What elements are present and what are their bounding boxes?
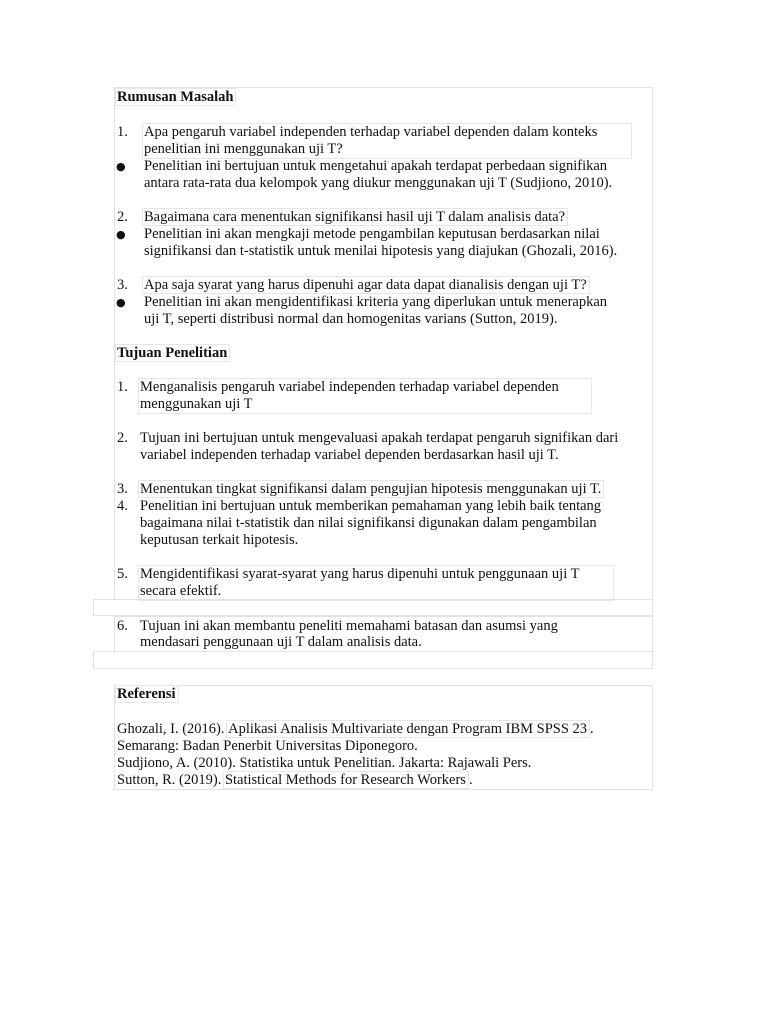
tujuan-item-5-number: 5.: [117, 566, 128, 582]
tujuan-item-2-number: 2.: [117, 430, 128, 446]
referensi-entry-2: Semarang: Badan Penerbit Universitas Diponegoro.: [117, 738, 418, 754]
rumusan-item-1-number: 1.: [117, 124, 128, 140]
referensi-entry-1-title: Aplikasi Analisis Multivariate dengan Program IBM SPSS 23: [226, 720, 590, 738]
tujuan-item-4-number: 4.: [117, 498, 128, 514]
tujuan-item-6-line-2: mendasari penggunaan uji T dalam analisis data.: [140, 634, 422, 650]
rumusan-item-3-number: 3.: [117, 277, 128, 293]
rumusan-item-1-question-line-1: Apa pengaruh variabel independen terhadap variabel dependen dalam konteks: [144, 124, 598, 140]
rumusan-item-3-question-line-1: Apa saja syarat yang harus dipenuhi agar data dapat dianalisis dengan uji T?: [144, 277, 590, 294]
rumusan-item-2-answer-line-2: signifikansi dan t-statistik untuk menilai hipotesis yang diajukan (Ghozali, 2016).: [144, 243, 618, 259]
tujuan-item-4-line-3: keputusan terkait hipotesis.: [140, 532, 299, 548]
rumusan-item-3-bullet: ●: [116, 296, 126, 309]
tujuan-item-2-line-2: variabel independen terhadap variabel dependen berdasarkan hasil uji T.: [140, 447, 559, 463]
tujuan-item-3-line-1: Menentukan tingkat signifikansi dalam pengujian hipotesis menggunakan uji T.: [140, 481, 604, 498]
rumusan-heading: [117, 89, 236, 106]
tujuan-item-2-line-1: Tujuan ini bertujuan untuk mengevaluasi apakah terdapat pengaruh signifikan dari: [140, 430, 619, 446]
referensi-heading: [117, 686, 179, 703]
tujuan-item-3-number: 3.: [117, 481, 128, 497]
rumusan-heading-text: Rumusan Masalah: [115, 88, 236, 106]
empty-row-2: [93, 651, 653, 669]
referensi-entry-3: Sudjiono, A. (2010). Statistika untuk Penelitian. Jakarta: Rajawali Pers.: [117, 755, 532, 771]
tujuan-heading-text: Tujuan Penelitian: [115, 344, 230, 362]
referensi-entry-1: Ghozali, I. (2016). Aplikasi Analisis Multivariate dengan Program IBM SPSS 23 .: [117, 721, 594, 737]
referensi-entry-4-title: Statistical Methods for Research Workers: [223, 771, 469, 789]
tujuan-item-5-line-1: Mengidentifikasi syarat-syarat yang harus dipenuhi untuk penggunaan uji T: [140, 566, 580, 582]
tujuan-item-4-line-2: bagaimana nilai t-statistik dan nilai signifikansi digunakan dalam pengambilan: [140, 515, 597, 531]
rumusan-item-2-answer-line-1: Penelitian ini akan mengkaji metode pengambilan keputusan berdasarkan nilai: [144, 226, 600, 242]
referensi-heading-text: Referensi: [115, 685, 179, 703]
tujuan-item-1-line-1: Menganalisis pengaruh variabel independen terhadap variabel dependen: [140, 379, 559, 395]
rumusan-item-2-number: 2.: [117, 209, 128, 225]
rumusan-item-2-bullet: ●: [116, 228, 126, 241]
tujuan-item-1-number: 1.: [117, 379, 128, 395]
rumusan-item-2-question-line-1: Bagaimana cara menentukan signifikansi hasil uji T dalam analisis data?: [144, 209, 568, 226]
rumusan-item-1-bullet: ●: [116, 160, 126, 173]
rumusan-item-3-answer-line-2: uji T, seperti distribusi normal dan homogenitas varians (Sutton, 2019).: [144, 311, 558, 327]
rumusan-item-3-answer-line-1: Penelitian ini akan mengidentifikasi kriteria yang diperlukan untuk menerapkan: [144, 294, 608, 310]
tujuan-item-5-line-2: secara efektif.: [140, 583, 222, 599]
referensi-entry-4: Sutton, R. (2019). Statistical Methods for Research Workers .: [117, 772, 473, 788]
rumusan-item-1-answer-line-1: Penelitian ini bertujuan untuk mengetahui apakah terdapat perbedaan signifikan: [144, 158, 608, 174]
tujuan-item-1-line-2: menggunakan uji T: [140, 396, 253, 412]
rumusan-item-1-answer-line-2: antara rata-rata dua kelompok yang diukur menggunakan uji T (Sudjiono, 2010).: [144, 175, 613, 191]
rumusan-item-1-question-line-2: penelitian ini menggunakan uji T?: [144, 141, 343, 157]
empty-row-1: [93, 599, 653, 616]
tujuan-item-6-line-1: Tujuan ini akan membantu peneliti memahami batasan dan asumsi yang: [140, 618, 558, 634]
tujuan-item-6-number: 6.: [117, 618, 128, 634]
tujuan-heading: [117, 345, 230, 362]
tujuan-item-4-line-1: Penelitian ini bertujuan untuk memberikan pemahaman yang lebih baik tentang: [140, 498, 602, 514]
